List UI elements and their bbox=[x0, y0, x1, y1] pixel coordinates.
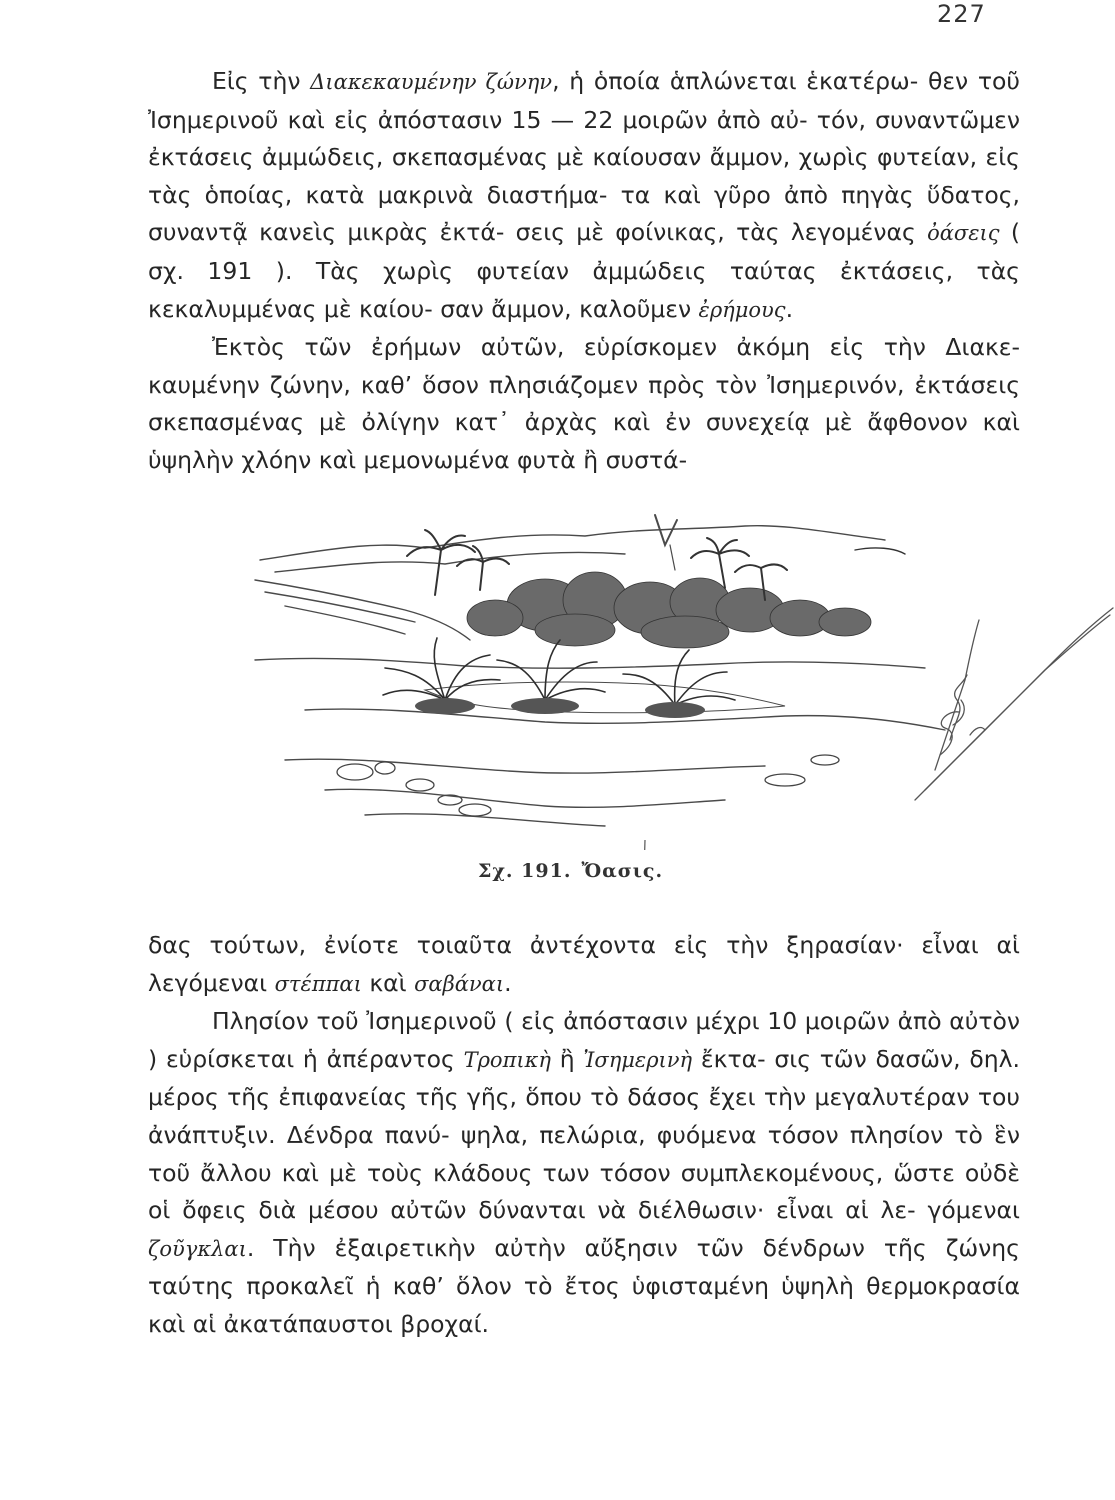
text-block-top bbox=[148, 63, 1020, 480]
text-segment: τα καὶ γῦρο ἀπὸ πηγὰς ὕδατος, συναντᾷ κανεὶς μικρὰς ἐκτά- bbox=[148, 180, 1020, 247]
text-line bbox=[148, 931, 979, 959]
text-segment: ὄφεις διὰ μέσου αὐτῶν δύνανται νὰ διέλθωσιν· εἶναι αἱ λε- bbox=[182, 1196, 916, 1225]
text-segment: καυμένην ζώνην, καθ’ ὅσον πλησιάζομεν πρὸς τὸν Ἰσημερινόν, bbox=[148, 370, 905, 399]
text-segment: ὑψηλὴ θερμοκρασία καὶ αἱ ἀκατάπαυστοι βροχαί. bbox=[148, 1272, 1021, 1338]
text-segment: σεις μὲ φοίνικας, τὰς λεγομένας bbox=[515, 218, 928, 247]
text-segment: τόν, συναντῶμεν ἐκτάσεις ἀμμώδεις, σκεπασμένας μὲ καίουσαν bbox=[148, 105, 1020, 172]
text-segment: Ἐκτὸς τῶν ἐρήμων αὐτῶν, εὑρίσκομεν ἀκόμη εἰς τὴν Διακε- bbox=[212, 333, 1020, 362]
text-segment: φυτείαν ἀμμώδεις ταύτας ἐκτάσεις, τὰς κεκαλυμμένας μὲ καίου- bbox=[148, 256, 1020, 323]
text-segment: ἀπὸ αὐτὸν ) εὑρίσκεται ἡ ἀπέραντος bbox=[148, 1007, 1020, 1073]
text-segment: γόμεναι bbox=[927, 1196, 1020, 1225]
text-segment: σις τῶν δασῶν, δηλ. μέρος τῆς ἐπιφανείας τῆς γῆς, ὅπου τὸ bbox=[148, 1044, 1020, 1112]
text-segment: ἄμμον, χωρὶς φυτείαν, εἰς τὰς ὁποίας, κατὰ μακρινὰ διαστήμα- bbox=[148, 143, 1020, 209]
paragraph-4 bbox=[148, 1003, 1020, 1343]
text-segment: ( σχ. 191 ). Τὰς χωρὶς bbox=[148, 218, 1021, 285]
text-segment: αἱ λεγόμεναι bbox=[148, 931, 1020, 997]
oasis-illustration bbox=[245, 510, 1005, 850]
italic-term: στέππαι bbox=[274, 971, 362, 996]
text-line bbox=[440, 295, 793, 323]
text-line bbox=[148, 371, 904, 399]
text-segment: ἐκτάσεις σκεπασμένας μὲ ὀλίγην κατ᾽ ἀρχὰς καὶ ἐν συνεχείᾳ bbox=[148, 370, 1020, 437]
text-segment: μὲ ἄφθονον καὶ ὑψηλὴν χλόην καὶ μεμονωμένα φυτὰ ἢ συστά- bbox=[148, 408, 1020, 474]
figure-caption bbox=[478, 860, 663, 882]
paragraph-3 bbox=[148, 927, 1020, 1003]
text-line bbox=[212, 333, 1020, 361]
paragraph-2 bbox=[148, 329, 1020, 479]
text-segment: μὲ τοὺς κλάδους των τόσον συμπλεκομένους, ὥστε οὐδὲ οἱ bbox=[148, 1158, 1020, 1225]
text-line bbox=[212, 67, 918, 95]
text-segment: θεν τοῦ Ἰσημερινοῦ καὶ εἰς ἀπόστασιν 15 — 22 μοιρῶν ἀπὸ αὐ- bbox=[148, 67, 1020, 134]
text-segment: δάσος ἔχει τὴν μεγαλυτέραν του ἀνάπτυξιν. Δένδρα πανύ- bbox=[148, 1083, 1020, 1149]
text-block-bottom bbox=[148, 927, 1020, 1344]
italic-term: σαβάναι bbox=[414, 971, 505, 996]
paragraph-1 bbox=[148, 63, 1020, 329]
margin-handwriting bbox=[895, 560, 1115, 820]
italic-term: ζοῦγκλαι bbox=[148, 1236, 247, 1261]
text-segment: τῆς ζώνης ταύτης προκαλεῖ ἡ καθ’ ὅλον τὸ ἔτος ὑφισταμένη bbox=[148, 1233, 1020, 1301]
text-line bbox=[212, 1007, 890, 1035]
text-segment: ψηλα, πελώρια, φυόμενα τόσον πλησίον τὸ ἓν τοῦ ἄλλου καὶ bbox=[148, 1120, 1020, 1187]
text-segment: . bbox=[504, 968, 512, 997]
italic-term: ὀάσεις bbox=[927, 221, 1000, 246]
text-segment: . bbox=[785, 294, 794, 323]
italic-term: Τροπικὴ bbox=[463, 1047, 551, 1072]
text-segment: , ἡ ὁποία ἁπλώνεται ἑκατέρω- bbox=[552, 67, 919, 95]
text-segment: Εἰς τὴν bbox=[212, 67, 311, 95]
text-line bbox=[182, 1196, 915, 1224]
caption-number: Σχ. 191. bbox=[478, 860, 572, 882]
text-segment: Πλησίον τοῦ Ἰσημερινοῦ ( εἰς ἀπόστασιν μέχρι 10 μοιρῶν bbox=[212, 1007, 890, 1036]
text-segment: καὶ bbox=[361, 968, 415, 997]
page-number: 227 bbox=[937, 0, 986, 28]
caption-title: Ὄασις. bbox=[581, 860, 664, 882]
text-segment: δας τούτων, ἐνίοτε τοιαῦτα ἀντέχοντα εἰς τὴν ξηρασίαν· εἶναι bbox=[148, 931, 979, 959]
italic-term: Διακεκαυμένην ζώνην bbox=[310, 70, 553, 94]
text-segment: σαν ἄμμον, καλοῦμεν bbox=[440, 294, 699, 323]
text-segment: ἢ bbox=[550, 1044, 584, 1073]
italic-term: ἐρήμους bbox=[698, 297, 786, 322]
text-segment: ἔκτα- bbox=[692, 1044, 766, 1073]
italic-term: Ἰσημερινὴ bbox=[583, 1047, 693, 1072]
text-segment: . Τὴν ἐξαιρετικὴν αὐτὴν αὔξησιν τῶν δένδρων bbox=[246, 1233, 865, 1262]
